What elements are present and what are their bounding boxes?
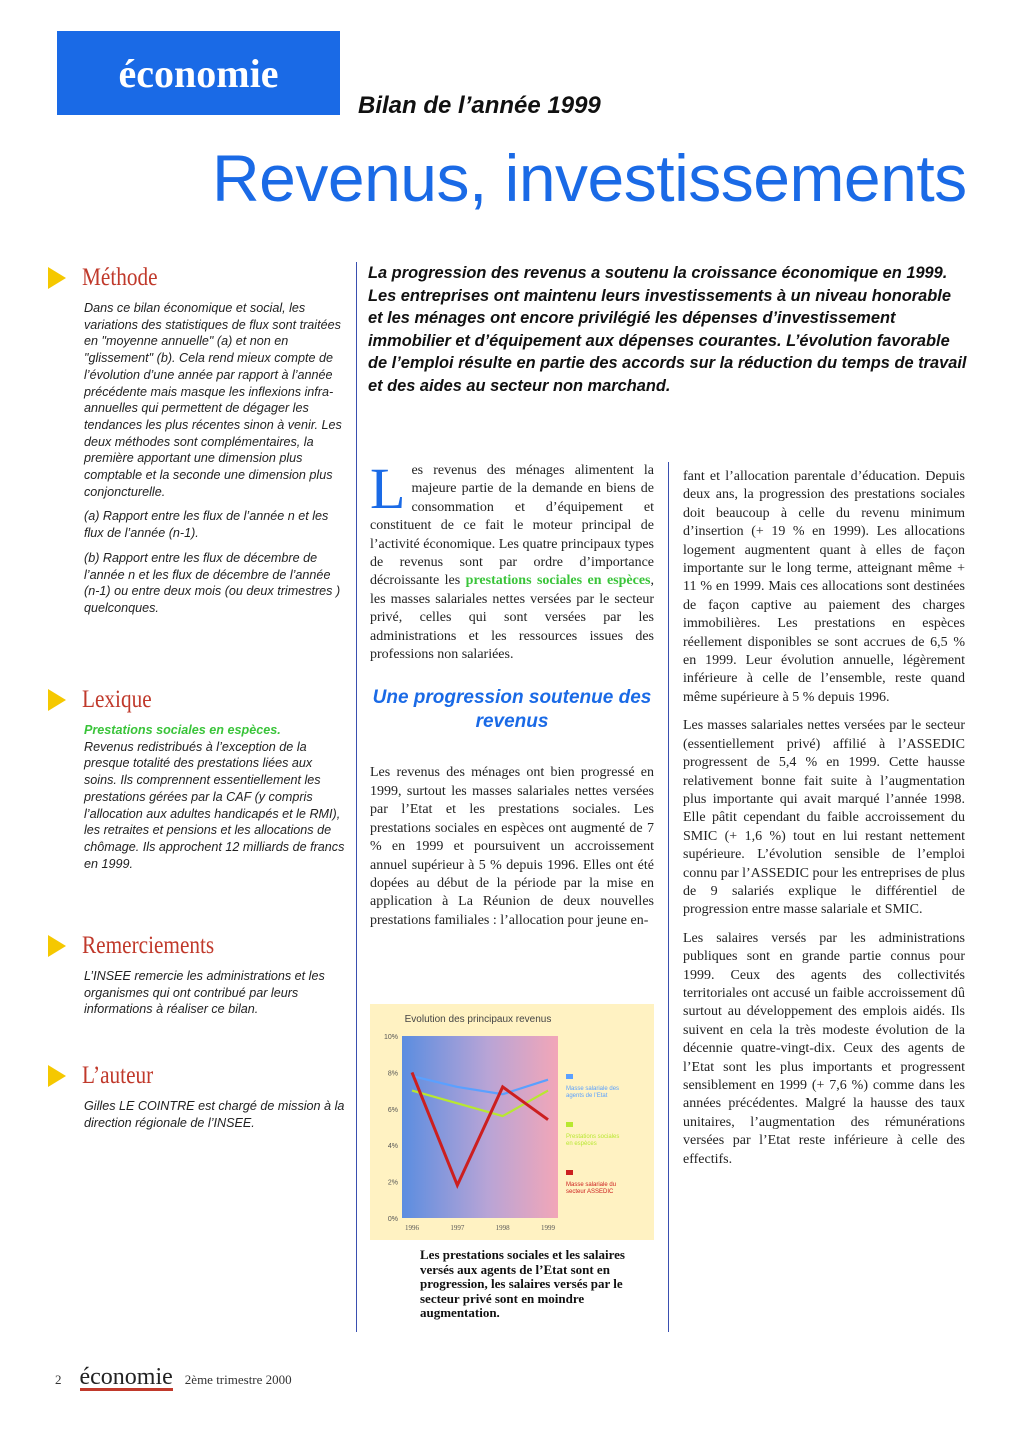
lexique-definition: Revenus redistribués à l’exception de la presque totalité des prestations liées aux soins. Ils comprennent essentiellement les prestations gérées par la CAF (y compris l’allocation aux adultes handicapés et le RMI), les retraites et pensions et les allocations de chômage. Ils approchent 12 milliards de francs en 1999. <box>84 739 345 871</box>
chart-title: Evolution des principaux revenus <box>404 1014 552 1025</box>
article-column-1 <box>370 456 655 940</box>
y-tick-label: 10% <box>383 1034 398 1041</box>
y-tick-label: 6% <box>387 1106 398 1114</box>
article-paragraph: Les salaires versés par les administrations publiques sont en grande partie connus pour 1999. Ceux des agents des collectivités territoriales ont accusé un faible accroissement dû surtout au développement des emplois aidés. Ils suivent en cela la très modeste évolution de la décennie quatre-vingt-dix. Ceux des agents de l’Etat sont les plus importants et progressent sensiblement en 1999 (+ 7,6 %) comme dans les années précédentes. Malgré la hausse des taux unitaires, l’augmentation des rémunérations versées par l’Etat reste inférieure à celle des effectifs. <box>683 930 965 1167</box>
arrow-bullet-icon <box>48 935 66 957</box>
legend-swatch <box>566 1170 573 1175</box>
x-tick-label: 1997 <box>450 1224 465 1232</box>
methode-note-a: (a) Rapport entre les flux de l’année n et les flux de l’année (n-1). <box>84 509 329 541</box>
auteur-text: Gilles LE COINTRE est chargé de mission à la direction régionale de l’INSEE. <box>84 1099 345 1130</box>
arrow-bullet-icon <box>48 1065 66 1087</box>
column-divider <box>356 262 357 1332</box>
x-tick-label: 1999 <box>541 1224 555 1232</box>
article-paragraph: fant et l’allocation parentale d’éducation. Depuis deux ans, la progression des prestations sociales doit beaucoup à celle du revenu minimum d’insertion (+ 19 % en 1999). Les allocations logement augmentent quant à elles de façon importante sur le long terme, atteignant même + 11 % en 1999. Mais ces allocations sont destinées de façon captive au paiement des charges immobilières. Les prestations en espèces réellement disponibles se sont accrues de 6,5 % en 1999. Leur évolution annuelle, légèrement inférieure à celle de l’ensemble, reste quand même supérieure à 5 % depuis 1996. <box>683 469 965 705</box>
sidebar-title-methode: Méthode <box>82 264 158 291</box>
article-paragraph: Les revenus des ménages ont bien progressé en 1999, surtout les masses salariales nettes versées par l’Etat et les prestations sociales. Les prestations sociales en espèces ont augmenté de 7 % en 1999 et poursuivent un accroissement annuel supérieur à 5 % depuis 1996. Elles ont été dopées au début de la période par la mise en application à La Réunion de deux nouvelles prestations familiales : l’allocation pour jeune en- <box>370 765 654 928</box>
chart-container <box>370 1004 654 1240</box>
magazine-logo: économie <box>79 1364 173 1390</box>
legend-swatch <box>566 1074 573 1079</box>
lexique-term: Prestations sociales en espèces. <box>84 723 281 737</box>
page-number: 2 <box>55 1372 62 1387</box>
article-column-2 <box>683 468 965 1179</box>
lead-paragraph: La progression des revenus a soutenu la croissance économique en 1999. Les entreprises ont maintenu leurs investissements à un niveau honorable et les ménages ont encore privilégié les dépenses d’investissement immobilier et d’équipement aux dépenses courantes. L’évolution favorable de l’emploi résulte en partie des accords sur la réduction du temps de travail et des aides au secteur non marchand. <box>368 264 967 395</box>
sidebar-title-auteur: L’auteur <box>82 1062 154 1089</box>
line-chart <box>370 1004 654 1240</box>
section-heading: Une progression soutenue des revenus <box>372 687 652 733</box>
column-divider <box>668 462 669 1332</box>
y-tick-label: 4% <box>387 1143 398 1151</box>
legend-label: Masse salariale du secteur ASSEDIC <box>566 1182 617 1195</box>
issue-label: 2ème trimestre 2000 <box>184 1372 292 1387</box>
sidebar-lexique <box>48 686 348 872</box>
methode-note-b: (b) Rapport entre les flux de décembre de l’année n et les flux de décembre de l’année (n-1) ou entre deux mois (ou deux trimestres ) quelconques. <box>84 550 341 615</box>
y-tick-label: 0% <box>387 1216 398 1223</box>
sidebar-auteur <box>48 1062 348 1131</box>
legend-label: Masse salariale des agents de l’Etat <box>566 1086 620 1099</box>
y-tick-label: 8% <box>387 1070 398 1078</box>
y-tick-label: 2% <box>387 1179 398 1187</box>
chart-caption: Les prestations sociales et les salaires versés aux agents de l’Etat sont en progression, les salaires versés par le secteur privé sont en moindre augmentation. <box>420 1247 625 1320</box>
term-highlight: prestations sociales en espèces <box>465 573 651 589</box>
legend-label: Prestations sociales en espèces <box>566 1134 620 1147</box>
legend-swatch <box>566 1122 573 1127</box>
article-paragraph: Les masses salariales nettes versées par le secteur (essentiellement privé) affilié à l’ASSEDIC progressent de 5,4 % en 1999. Cette hausse relativement bonne fait suite à l’augmentation plus importante qui avait marqué l’année 1998. Elle pâtit cependant du faible accroissement du SMIC (+ 1,6 %) tout en lui restant nettement supérieure. L’évolution sensible de l’emploi connu par l’ASSEDIC pour les entreprises de plus de 9 salariés explique le différentiel de progression entre masse salariale et SMIC. <box>683 718 965 918</box>
page-footer <box>55 1366 292 1391</box>
arrow-bullet-icon <box>48 689 66 711</box>
sidebar-methode <box>48 264 348 625</box>
plot-area <box>402 1036 558 1218</box>
sidebar-title-remerciements: Remerciements <box>82 932 215 959</box>
drop-cap: L <box>370 456 406 521</box>
remerciements-text: L’INSEE remercie les administrations et les organismes qui ont contribué par leurs informations à réaliser ce bilan. <box>84 969 325 1017</box>
methode-paragraph: Dans ce bilan économique et social, les variations des statistiques de flux sont traitées en "moyenne annuelle" (a) et non en "glissement" (b). Cela rend mieux compte de l’évolution d’une année par rapport à l’année précédente mais masque les inflexions infra-annuelles qui permettent de dégager les tendances les plus récentes sinon à venir. Les deux méthodes sont complémentaires, la première apportant une dimension plus comptable et la seconde une dimension plus conjoncturelle. <box>84 301 342 499</box>
arrow-bullet-icon <box>48 267 66 289</box>
intro-paragraph: Les revenus des ménages alimentent la majeure partie de la demande en biens de consommation et d’équipement et constituent de ce fait le moteur principal de l’activité économique. Les quatre principaux types de revenus sont par ordre d’importance décroissante les prestations sociales en espèces, les masses salariales nettes versées par le secteur privé, celles qui sont versées par les administrations et les ressources issues des professions non salariées. <box>370 456 655 663</box>
x-tick-label: 1998 <box>495 1224 510 1232</box>
sidebar-remerciements <box>48 932 348 1018</box>
x-tick-label: 1996 <box>405 1224 419 1232</box>
page-title: Revenus, investissements <box>212 141 967 215</box>
sidebar-title-lexique: Lexique <box>82 686 152 713</box>
section-banner: économie <box>57 31 340 115</box>
page-subtitle: Bilan de l’année 1999 <box>358 92 601 119</box>
